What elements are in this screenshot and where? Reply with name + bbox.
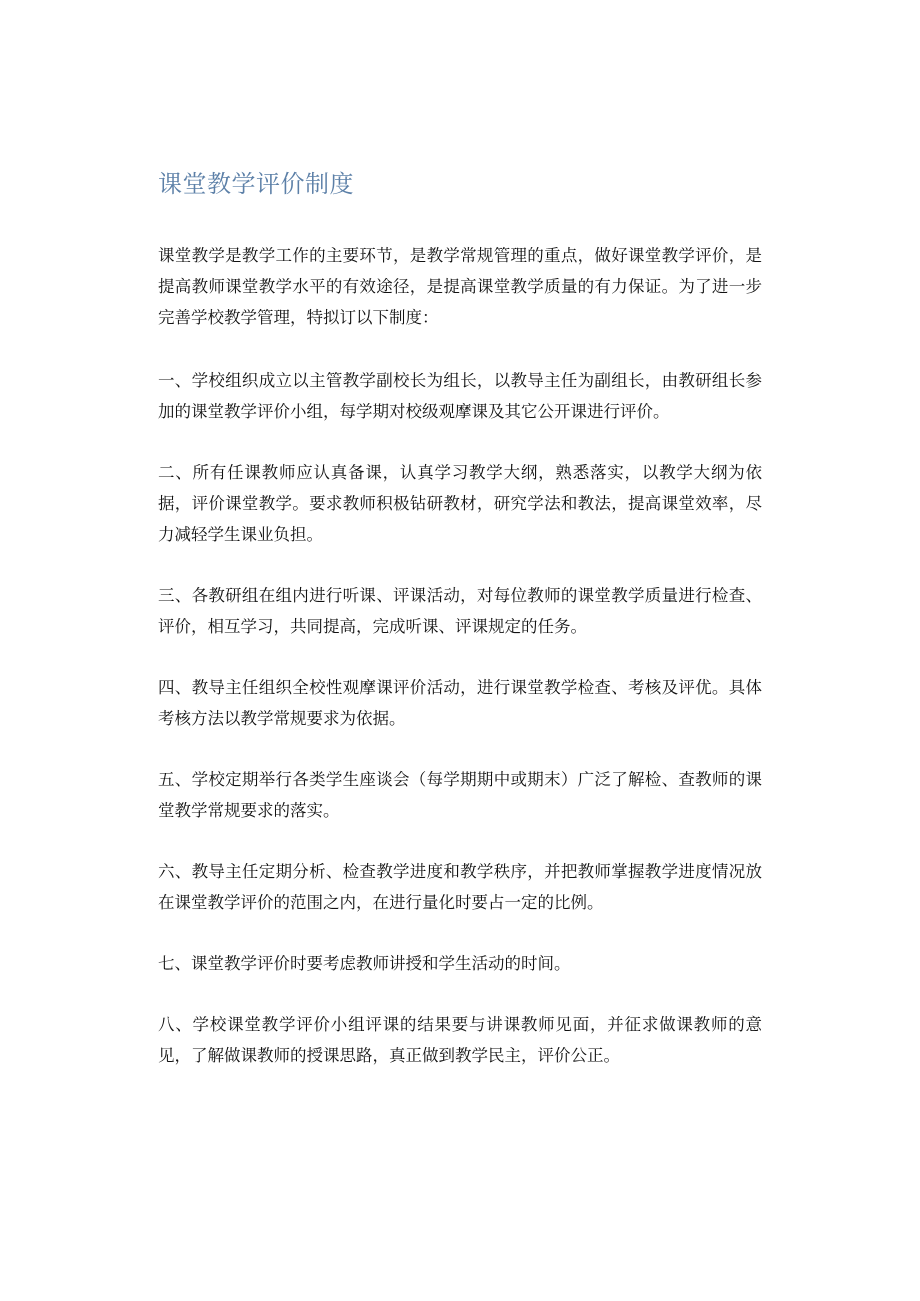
rule-item-2: 二、所有任课教师应认真备课，认真学习教学大纲，熟悉落实，以教学大纲为依据，评价课堂教学。要求教师积极钻研教材，研究学法和教法，提高课堂效率，尽力减轻学生课业负担。 (158, 463, 762, 544)
intro-paragraph: 课堂教学是教学工作的主要环节，是教学常规管理的重点，做好课堂教学评价，是提高教师课堂教学水平的有效途径，是提高课堂教学质量的有力保证。为了进一步完善学校教学管理，特拟订以下制度： (158, 246, 762, 327)
rule-item-5: 五、学校定期举行各类学生座谈会（每学期期中或期末）广泛了解检、查教师的课堂教学常规要求的落实。 (158, 770, 762, 820)
rule-item-4: 四、教导主任组织全校性观摩课评价活动，进行课堂教学检查、考核及评优。具体考核方法以教学常规要求为依据。 (158, 678, 762, 728)
rule-item-1: 一、学校组织成立以主管教学副校长为组长，以教导主任为副组长，由教研组长参加的课堂教学评价小组，每学期对校级观摩课及其它公开课进行评价。 (158, 371, 762, 421)
document-body (158, 240, 762, 1101)
document-title: 课堂教学评价制度 (158, 170, 354, 198)
rule-item-3: 三、各教研组在组内进行听课、评课活动，对每位教师的课堂教学质量进行检查、评价，相互学习，共同提高，完成听课、评课规定的任务。 (158, 586, 762, 636)
rule-item-6: 六、教导主任定期分析、检查教学进度和教学秩序，并把教师掌握教学进度情况放在课堂教学评价的范围之内，在进行量化时要占一定的比例。 (158, 862, 762, 912)
rule-item-8: 八、学校课堂教学评价小组评课的结果要与讲课教师见面，并征求做课教师的意见，了解做课教师的授课思路，真正做到教学民主，评价公正。 (158, 1015, 762, 1065)
rule-item-7: 七、课堂教学评价时要考虑教师讲授和学生活动的时间。 (158, 954, 571, 973)
